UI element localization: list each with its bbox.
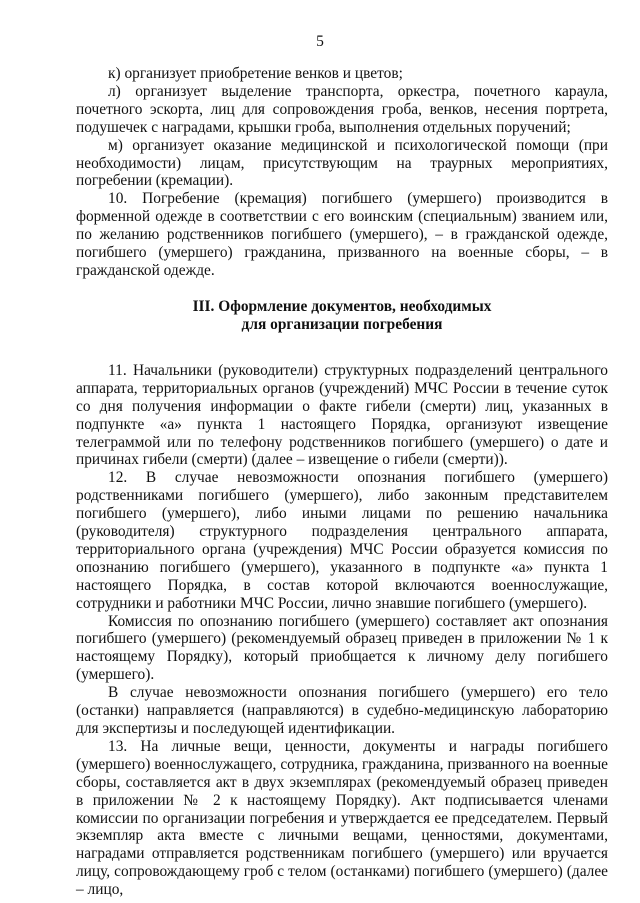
paragraph-item-m: м) организует оказание медицинской и психологической помощи (при необходимости) лицам, присутствующим на траурных мероприятиях, погребении (кремации).: [76, 136, 608, 190]
section-heading-line-1: III. Оформление документов, необходимых: [192, 297, 492, 315]
section-heading-line-2: для организации погребения: [241, 315, 443, 333]
paragraph-identification: В случае невозможности опознания погибшего (умершего) его тело (останки) направляется (направляются) в судебно-медицинскую лабораторию для экспертизы и последующей идентификации.: [76, 684, 608, 737]
paragraph-11: 11. Начальники (руководители) структурных подразделений центрального аппарата, территориальных органов (учреждений) МЧС России в течение суток со дня получения информации о факте гибели (смерти) лиц, указанных в подпункте «а» пункта 1 настоящего Порядка, организуют извещение телеграммой или по телефону родственников погибшего (умершего) о дате и причинах гибели (смерти) (далее – извещение о гибели (смерти)).: [76, 361, 608, 469]
paragraph-commission-act: Комиссия по опознанию погибшего (умершего) составляет акт опознания погибшего (умершего) (рекомендуемый образец приведен в приложении № 1 к настоящему Порядку), который приобщается к личному делу погибшего (умершего).: [76, 612, 608, 684]
section-heading: [76, 298, 608, 334]
paragraph-10: 10. Погребение (кремация) погибшего (умершего) производится в форменной одежде в соответствии с его воинским (специальным) званием или, по желанию родственников погибшего (умершего), – в гражданской одежде, погибшего (умершего) гражданина, призванного на военные сборы, – в гражданской одежде.: [76, 190, 608, 279]
document-body: [76, 65, 608, 899]
paragraph-13: 13. На личные вещи, ценности, документы и награды погибшего (умершего) военнослужащего, сотрудника, гражданина, призванного на военные сборы, составляется акт в двух экземплярах (рекомендуемый образец приведен в приложении № 2 к настоящему Порядку). Акт подписывается членами комиссии по организации погребения и утверждается ее председателем. Первый экземпляр акта вместе с личными вещами, ценностями, документами, наградами отправляется родственникам погибшего (умершего) или вручается лицу, сопровождающему гроб с телом (останками) погибшего (умершего) (далее – лицо,: [76, 737, 608, 899]
paragraph-12: 12. В случае невозможности опознания погибшего (умершего) родственниками погибшего (умершего), либо законным представителем погибшего (умершего), либо иными лицами по решению начальника (руководителя) структурного подразделения центрального аппарата, территориального органа (учреждения) МЧС России образуется комиссия по опознанию погибшего (умершего), указанного в подпункте «а» пункта 1 настоящего Порядка, в состав которой включаются военнослужащие, сотрудники и работники МЧС России, лично знавшие погибшего (умершего).: [76, 469, 608, 612]
paragraph-item-l: л) организует выделение транспорта, оркестра, почетного караула, почетного эскорта, лиц для сопровождения гроба, венков, несения портрета, подушечек с наградами, крышки гроба, выполнения отдельных поручений;: [76, 82, 608, 136]
page-number: 5: [316, 33, 324, 50]
paragraph-item-k: к) организует приобретение венков и цветов;: [108, 65, 403, 82]
